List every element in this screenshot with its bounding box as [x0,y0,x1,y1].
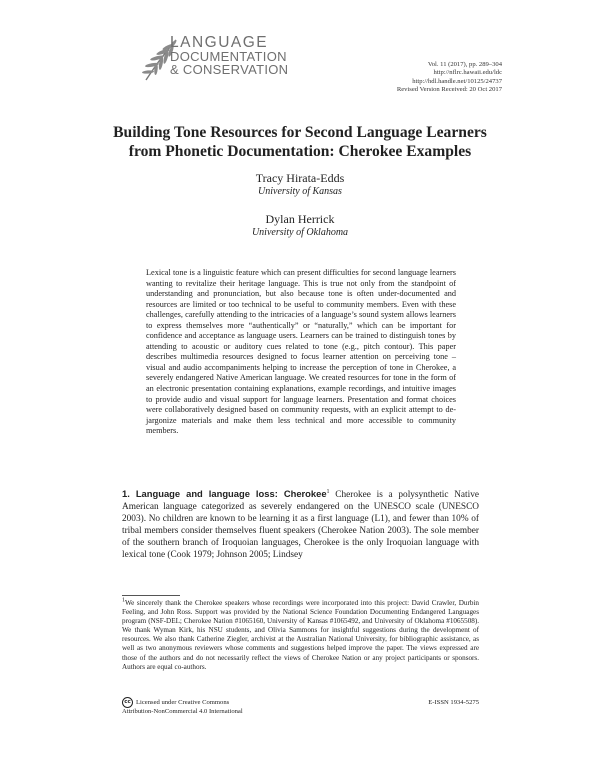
footnote-text: We sincerely thank the Cherokee speakers whose recordings were incorporated into this project: David Crawler, Durbin Feeling, and John Ross. Support was provided by the National Science Foundation Documenting Endangered Languages program (NSF-DEL; Cherokee Nation #1065160, University of Kansas #1065492, and University of Oklahoma #1065508). We thank Wyman Kirk, his NSU students, and Olivia Sammons for insightful suggestions during the development of resources. We also thank Catherine Ziegler, archivist at the Australian National University, for bibliographic assistance, as well as two anonymous reviewers whose comments and suggestions helped improve the paper. The views expressed are those of the authors and do not necessarily reflect the views of Cherokee Nation or any project participants or sponsors. Authors are equal co-authors. [122,599,479,671]
footnote-rule [122,595,180,596]
author-1: Tracy Hirata-Edds [255,171,345,185]
affiliation-1: University of Kansas [258,186,342,197]
title-line-1: Building Tone Resources for Second Language Learners [113,124,487,141]
license-line-2: Attribution-NonCommercial 4.0 International [122,708,243,715]
journal-logo [140,34,300,84]
logo-line-language: LANGUAGE [170,34,269,51]
paper-title [0,123,600,161]
logo-line-conservation: & CONSERVATION [170,62,289,77]
logo-wordmark [170,36,288,77]
footnote [122,599,479,672]
volume-info: Vol. 11 (2017), pp. 289–304 [427,61,502,68]
affiliation-2: University of Oklahoma [251,227,349,238]
author-2: Dylan Herrick [265,212,335,226]
abstract: Lexical tone is a linguistic feature which can present difficulties for second language learners wanting to revitalize their heritage language. This is true not only from the standpoint of understanding and pronunciation, but also because tone is often under-documented and resources are limited or too technical to be useful to community members. Even with these challenges, carefully attending to the intricacies of a language’s sound system allows learners to express themselves more “authentically” or “naturally,” which can be important for confidence and acceptance as language users. Learners can be trained to distinguish tones by attending to acoustic or auditory cues related to tone (e.g., pitch contour). This paper describes multimedia resources designed to focus learner attention on perceiving tone – visual and audio accompaniments helping to increase the perception of tone in Cherokee, a severely endangered Native American language. We created resources for tone in the form of an electronic presentation containing explanations, example recordings, and intuitive images to provide audio and visual support for language learners. Presentation and format choices were collaboratively designed based on community requests, with an explicit attempt to de-jargonize materials and make them less technical and more accessible to community members. [146,268,456,436]
footnote-number: 1 [122,597,125,604]
handle-url[interactable]: http://hdl.handle.net/10125/24737 [412,77,502,85]
creative-commons-icon: cc [122,697,133,708]
logo-line-documentation: DOCUMENTATION [170,48,287,64]
received-date: Revised Version Received: 20 Oct 2017 [396,86,502,94]
license-notice [122,697,243,717]
section-1 [122,488,479,561]
title-line-2: from Phonetic Documentation: Cherokee Examples [128,143,472,160]
license-line-1: Licensed under Creative Commons [136,699,230,707]
eissn: E-ISSN 1934-5275 [428,699,479,706]
section-heading: 1. Language and language loss: Cherokee [122,488,327,499]
journal-url[interactable]: http://nflrc.hawaii.edu/ldc [433,69,502,77]
footnote-marker[interactable]: 1 [326,488,330,495]
section-1-text: Cherokee is a polysynthetic Native American language categorized as severely endangered on the UNESCO scale (UNESCO 2003). No children are known to be learning it as a first language (L1), and fewer than 10% of tribal members consider themselves fluent speakers (Cherokee Nation 2003). The sole member of the southern branch of Iroquoian languages, Cherokee is the only Iroquoian language with lexical tone (Cook 1979; Johnson 2005; Lindsey [122,490,479,561]
publication-meta [397,61,502,95]
